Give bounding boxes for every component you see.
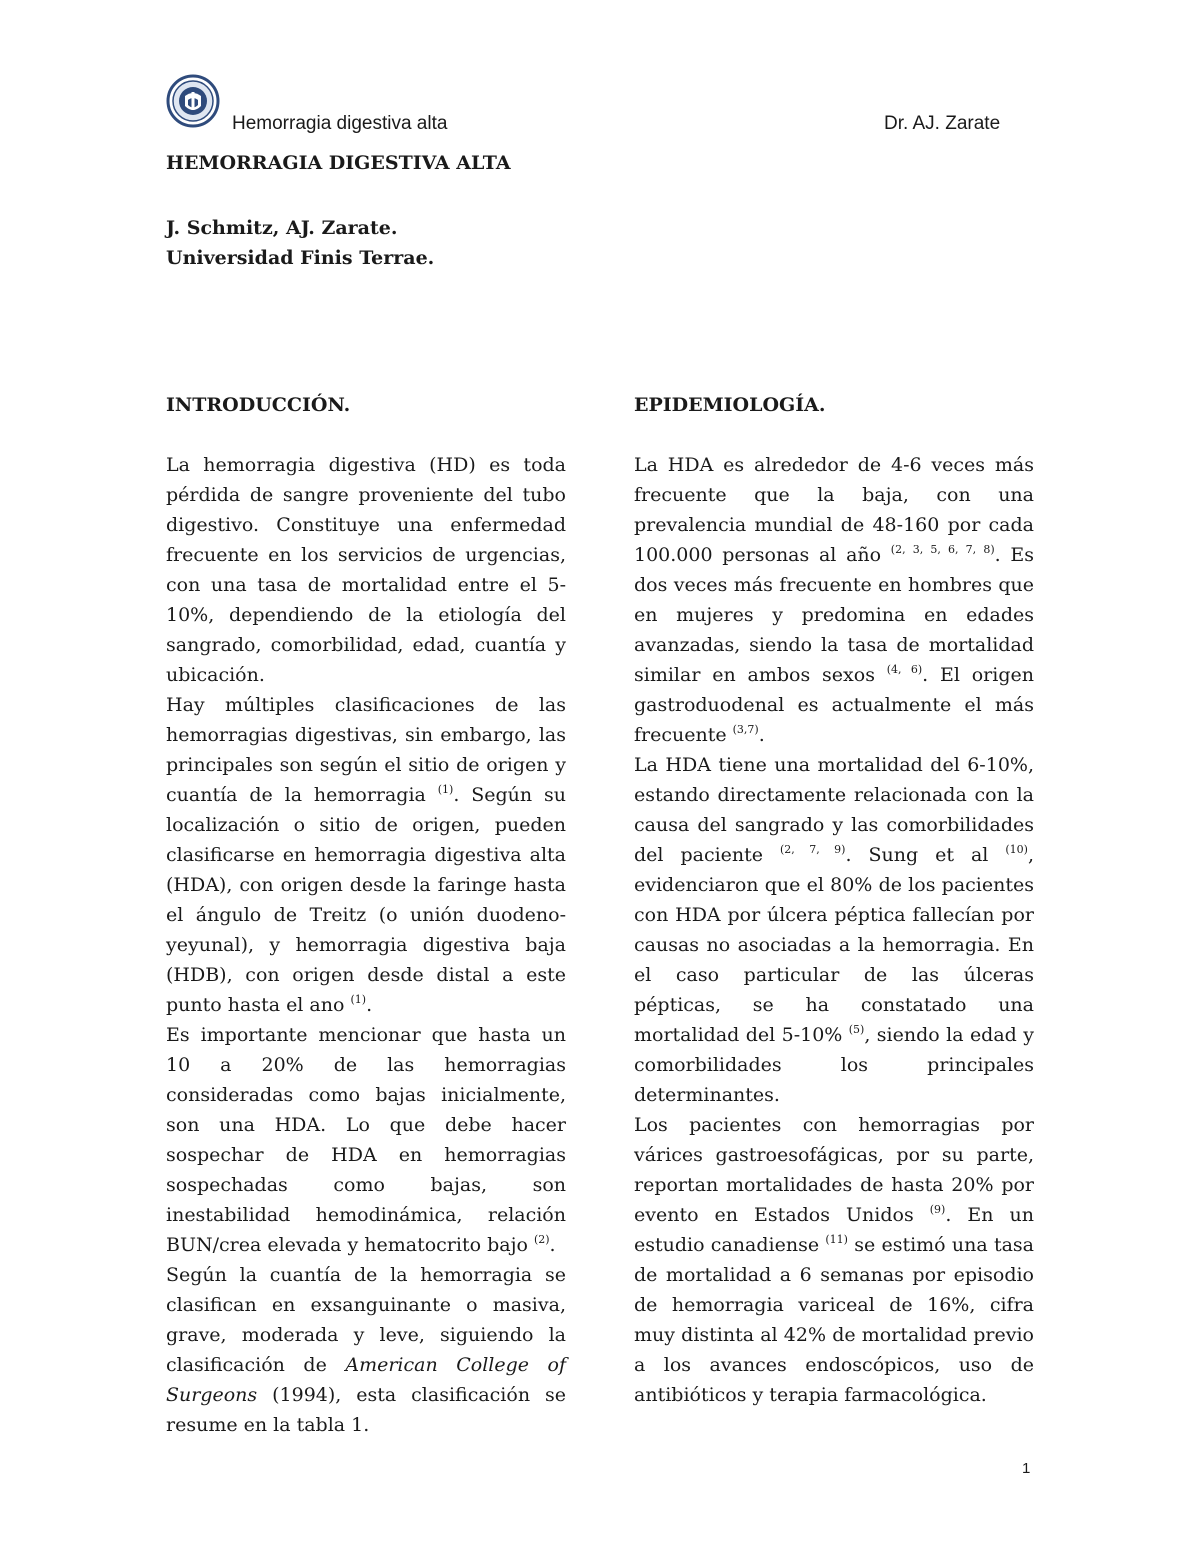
citation: (2) [533,1233,550,1246]
university-seal-icon [166,72,220,130]
section-heading-epidemiologia: EPIDEMIOLOGÍA. [634,394,826,416]
epidemiology-section [634,390,1034,1410]
author-block [166,213,434,273]
author-affiliation: Universidad Finis Terrae. [166,247,435,269]
citation: (2, 7, 9) [780,843,846,856]
paragraph: Según la cuantía de la hemorragia se clasifican en exsanguinante o masiva, grave, moderada y leve, siguiendo la clasificación de American College of Surgeons (1994), esta clasificación se resume en la tabla 1. [166,1264,566,1436]
paragraph: Los pacientes con hemorragias por várices gastroesofágicas, por su parte, reportan mortalidades de hasta 20% por evento en Estados Unidos $^{(9)}$. En un estudio canadiense $^{(11)}$ se estimó una tasa de mortalidad a 6 semanas por episodio de hemorragia variceal de 16%, cifra muy distinta al 42% de mortalidad previo a los avances endoscópicos, uso de antibióticos y terapia farmacológica. [634,1114,1034,1406]
author-names: J. Schmitz, AJ. Zarate. [166,217,398,239]
paragraph: Es importante mencionar que hasta un 10 a 20% de las hemorragias consideradas como bajas inicialmente, son una HDA. Lo que debe hacer sospechar de HDA en hemorragias sospechadas como bajas, son inestabilidad hemodinámica, relación BUN/crea elevada y hematocrito bajo $^{(2)}$. [166,1024,566,1256]
paragraph: La HDA es alrededor de 4-6 veces más frecuente que la baja, con una prevalencia mundial de 48-160 por cada 100.000 personas al año $^{(2, 3, 5, 6, 7, 8)}$. Es dos veces más frecuente en hombres que en mujeres y predomina en edades avanzadas, siendo la tasa de mortalidad similar en ambos sexos $^{(4, 6)}$. El origen gastroduodenal es actualmente el más frecuente $^{(3,7)}$. [634,454,1035,746]
citation: (9) [929,1203,946,1216]
citation: (4, 6) [886,663,923,676]
running-header-title: Hemorragia digestiva alta [232,113,448,134]
citation: (1) [437,783,454,796]
citation: (5) [848,1023,865,1036]
citation: (1) [350,993,367,1006]
running-header-author: Dr. AJ. Zarate [884,113,1001,134]
page-number: 1 [1022,1460,1031,1477]
citation: (10) [1005,843,1028,856]
paragraph: La hemorragia digestiva (HD) es toda pérdida de sangre proveniente del tubo digestivo. Constituye una enfermedad frecuente en los servicios de urgencias, con una tasa de mortalidad entre el 5-10%, dependiendo de la etiología del sangrado, comorbilidad, edad, cuantía y ubicación. [166,454,566,686]
citation: (2, 3, 5, 6, 7, 8) [890,543,995,556]
paragraph: La HDA tiene una mortalidad del 6-10%, estando directamente relacionada con la causa del sangrado y las comorbilidades del paciente $^{(2, 7, 9)}$. Sung et al $^{(10)}$, evidenciaron que el 80% de los pacientes con HDA por úlcera péptica fallecían por causas no asociadas a la hemorragia. En el caso particular de las úlceras pépticas, se ha constatado una mortalidad del 5-10% $^{(5)}$, siendo la edad y comorbilidades los principales determinantes. [634,754,1034,1106]
citation: (3,7) [732,723,759,736]
introduction-section [166,390,566,1440]
citation: (11) [825,1233,848,1246]
emphasized-text: American College of Surgeons [166,1354,566,1406]
paragraph: Hay múltiples clasificaciones de las hemorragias digestivas, sin embargo, las principales son según el sitio de origen y cuantía de la hemorragia $^{(1)}$. Según su localización o sitio de origen, pueden clasificarse en hemorragia digestiva alta (HDA), con origen desde la faringe hasta el ángulo de Treitz (o unión duodeno-yeyunal), y hemorragia digestiva baja (HDB), con origen desde distal a este punto hasta el ano $^{(1)}$. [166,694,566,1016]
page-title: HEMORRAGIA DIGESTIVA ALTA [166,152,511,174]
section-heading-introduccion: INTRODUCCIÓN. [166,394,351,416]
